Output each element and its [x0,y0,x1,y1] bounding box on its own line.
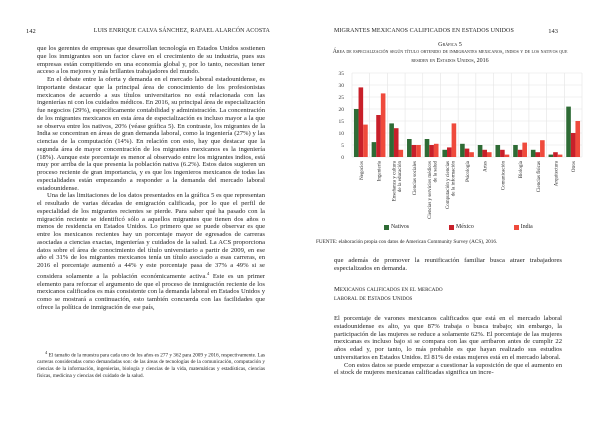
x-tick-label: Computación y cienciasde la información [445,161,457,210]
bar-india [558,155,563,157]
bar-méxico [429,145,434,157]
bar-nativos [513,145,518,157]
bar-méxico [412,145,417,157]
paragraph: Una de las limitaciones de los datos presentados en la gráfica 5 es que representan el resultado de varias décadas de emigración calificada, por lo que el perfil de especialidad de los migrantes recientes se pierde. Para saber qué ha pasado con la migración reciente se identificó sólo a aquellos migrantes que tienen dos años o menos de residencia en Estados Unidos. Lo primero que se puede observar es que entre los mexicanos recientes hay un porcentaje mayor de egresados de carreras asociadas a ciencias exactas, ingenierías y cuidados de la salud. La ACS proporciona datos sobre el área de conocimiento del título universitario a partir de 2009, en ese año el 31% de los migrantes mexicanos tenía un título asociado a esas carreras, en 2016 el porcentaje aumentó a 44% y este porcentaje pasa de 37% a 49% si se considera solamente a la población económicamente activa.$^4$ Este es un primer elemento para reforzar el argumento de que el proceso de inmigración reciente de los mexicanos calificados es más consistente con la demanda laboral en Estados Unidos y como se mostrará a continuación, esto también concuerda con las facilidades que ofrece la política de inmigración de ese país, [37,192,265,311]
y-tick-label: 15 [338,119,344,125]
bar-chart [300,65,600,265]
bar-méxico [535,152,540,157]
bar-india [399,150,404,157]
bar-méxico [500,150,505,157]
x-tick-label: Arquitectura [554,161,560,187]
bar-india [363,125,368,157]
bar-nativos [354,109,359,157]
paragraph: que los gerentes de empresas que desarrollan tecnología en Estados Unidos sostienen que los inmigrantes son un factor clave en el crecimiento de su industria, pues sus empresas están compitiendo en una economía global y, por lo tanto, necesitan tener acceso a los mejores y más brillantes trabajadores del mundo. [37,45,265,76]
body-text [334,315,562,377]
section-heading: Mexicanos calificados en el mercado laboral de Estados Unidos [334,286,443,302]
bar-méxico [447,147,452,157]
legend-swatch [384,225,389,230]
bar-nativos [566,107,571,157]
body-text [37,45,265,312]
x-tick-label: Ciencias y servicios médicosde la salud [428,161,439,219]
bar-india [416,145,421,157]
bar-méxico [359,87,364,157]
y-tick-label: 10 [338,131,344,137]
right-page [300,0,600,431]
bar-india [575,121,580,157]
bar-india [469,152,474,157]
x-tick-label: Ciencias físicas [536,161,542,193]
figure-title: Área de especialización según título obtenido de inmigrantes mexicanos, indios y de los nativos que residen en Estados Unidos, 2016 [332,49,568,64]
bar-nativos [372,142,377,157]
x-tick-label: Otros [572,161,578,173]
bar-nativos [460,144,465,157]
x-tick-label: Artes [483,161,489,172]
chart-source: FUENTE: elaboración propia con datos de American Community Survey (ACS), 2016. [316,239,498,245]
page-number: 142 [26,28,36,35]
bar-nativos [478,145,483,157]
legend-swatch [514,225,519,230]
chart-legend [384,224,533,230]
page-number: 143 [548,28,558,35]
legend-item-nativos: Nativos [384,224,409,230]
bar-india [487,152,492,157]
paragraph: En el debate entre la oferta y demanda en el mercado laboral estadounidense, es importante destacar que la principal área de conocimiento de los profesionistas mexicanos de acuerdo a sus títulos universitarios no está relacionada con las ingenierías ni con los cuidados médicos. En 2016, su principal área de especialización fue negocios (29%), específicamente contabilidad y administración. La concentración de los migrantes mexicanos en esta área de especialización es incluso mayor a la que se observa entre los nativos, 20% (véase gráfica 5). En contraste, los migrantes de la India se concentran en áreas de gran demanda laboral, como la ingeniería (27%) y las ciencias de la computación (14%). En relación con esto, hay que destacar que la segunda área de mayor concentración de los migrantes mexicanos es la ingeniería (18%). Aunque este porcentaje es menor al observado entre los migrantes indios, está muy por arriba de la que presenta la población nativa (6.2%). Estos datos sugieren un proceso reciente de gran importancia, y es que los ingenieros mexicanos de todas las especialidades están empezando a responder a la demanda del mercado laboral estadounidense. [37,76,265,192]
bar-méxico [465,149,470,157]
x-tick-label: Ciencias sociales [412,161,418,196]
bar-nativos [495,145,500,157]
legend-item-mexico: México [449,224,474,230]
bar-india [505,155,510,157]
bar-nativos [549,155,554,157]
y-tick-label: 20 [338,107,344,113]
x-tick-label: Psicología [466,161,471,182]
running-head: MIGRANTES MEXICANOS CALIFICADOS EN ESTADOS UNIDOS [334,28,514,34]
bar-méxico [571,133,576,157]
x-tick-label: Negocios [359,161,365,180]
bar-nativos [531,150,536,157]
bar-nativos [407,139,412,157]
bar-india [452,123,457,157]
bar-nativos [442,150,447,157]
bar-méxico [482,150,487,157]
x-tick-label: Comunicación [501,161,507,191]
bar-india [540,140,545,157]
bar-méxico [553,152,558,157]
y-tick-label: 0 [341,155,344,161]
bar-india [522,143,527,157]
y-tick-label: 25 [338,95,344,101]
legend-swatch [449,225,454,230]
bar-nativos [389,123,394,157]
paragraph: El porcentaje de varones mexicanos calificados que está en el mercado laboral estadounidense es alto, ya que 87% trabaja o busca trabajo; sin embargo, la participación de las mujeres se reduce a solamente 62%. El porcentaje de las mujeres mexicanas es incluso bajo si se compara con las que arribaron antes de cumplir 22 años edad y, por tanto, lo más probable es que hayan realizado sus estudios universitarios en Estados Unidos. El 81% de estas mujeres está en el mercado laboral. [334,315,562,361]
running-head: LUIS ENRIQUE CALVA SÁNCHEZ, RAFAEL ALARCÓN ACOSTA [93,28,270,34]
bar-india [434,144,439,157]
x-tick-label: Ingeniería [377,161,383,182]
bar-india [381,93,386,157]
bar-nativos [425,139,430,157]
y-tick-label: 35 [338,71,344,77]
bar-méxico [376,115,381,157]
x-tick-label: Enseñanza y culturade la educación [392,161,404,202]
bar-méxico [394,128,399,157]
body-text [334,257,562,273]
x-tick-label: Biología [519,161,525,179]
paragraph: Con estos datos se puede empezar a cuestionar la suposición de que el aumento en el stock de mujeres mexicanas calificadas significa un incre- [334,361,562,377]
footnote: $^4$ El tamaño de la muestra para cada uno de los años es 277 y 362 para 2009 y 2016, respectivamente. Las carreras consideradas como demandadas son: de las áreas de tecnologías de la comunicación, computación y ciencias de la información, ingenierías, biología y ciencias de la vida, matemáticas y estadísticas, ciencias físicas, medicina y ciencias del cuidado de la salud. [37,350,266,379]
legend-item-india: India [514,224,533,230]
y-tick-label: 30 [338,83,344,89]
footnote-marker[interactable]: 4 [206,270,210,276]
y-tick-label: 5 [341,143,344,149]
figure-label: Gráfica 5 [438,41,462,48]
paragraph: que además de promover la reunificación familiar busca atraer trabajadores especializados en demanda. [334,257,562,272]
bar-méxico [518,150,523,157]
